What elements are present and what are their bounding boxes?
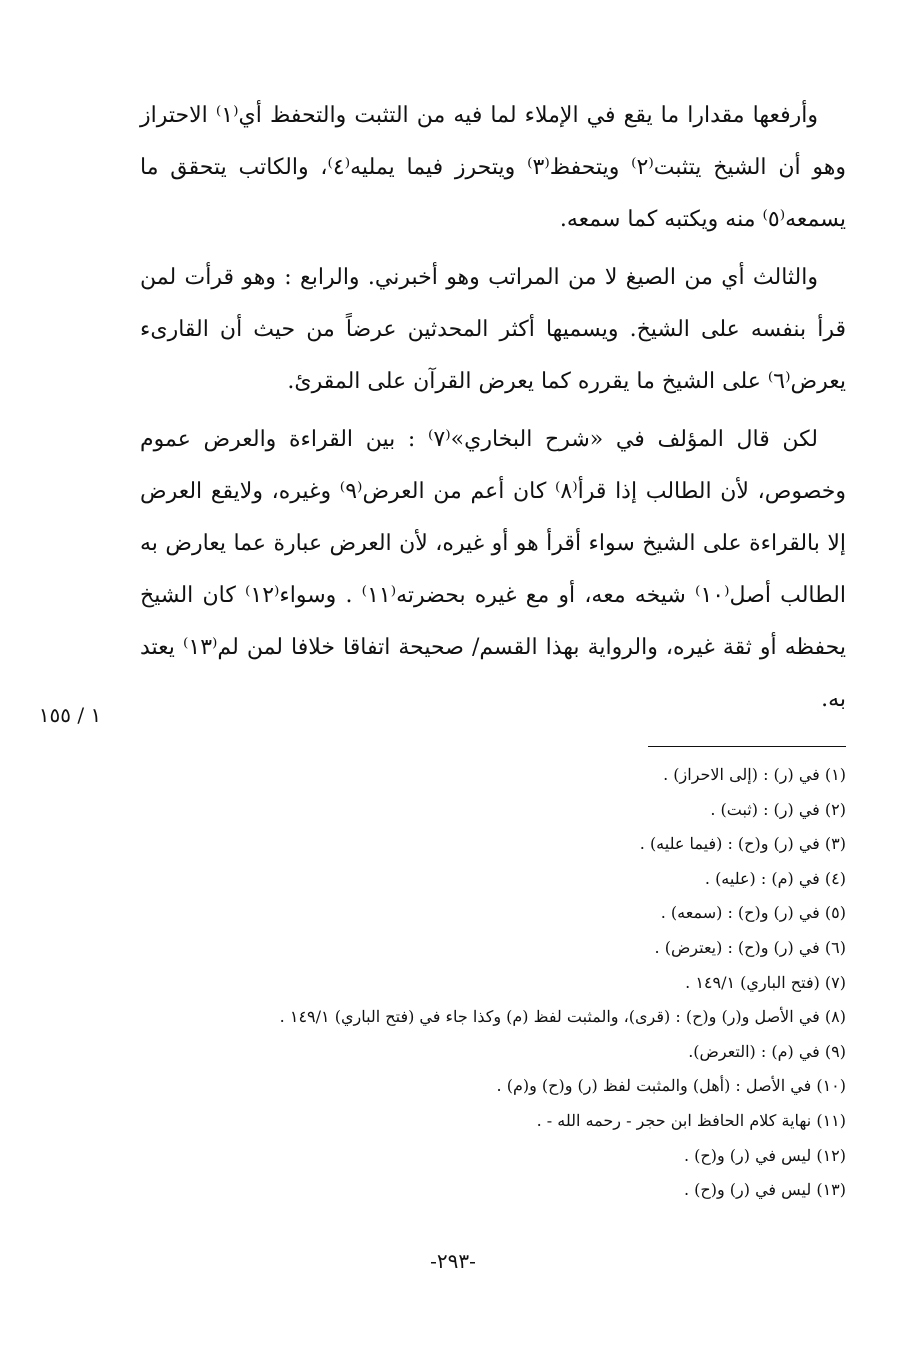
page-number: -٢٩٣-: [430, 1249, 476, 1273]
footnotes-list: [140, 758, 846, 1208]
footnote-10: (١٠) في الأصل : (أهل) والمثبت لفظ (ر) و(ح) و(م) .: [496, 1076, 846, 1096]
footnote-3: (٣) في (ر) و(ح) : (فيما عليه) .: [639, 834, 846, 854]
paragraph-1: وأرفعها مقدارا ما يقع في الإملاء لما فيه من التثبت والتحفظ أي⁽١⁾ الاحتراز وهو أن الشيخ يتثبت⁽٢⁾ ويتحفظ⁽٣⁾ ويتحرز فيما يمليه⁽٤⁾، والكاتب يتحقق ما يسمعه⁽٥⁾ منه ويكتبه كما سمعه.: [140, 103, 847, 232]
footnote-11: (١١) نهاية كلام الحافظ ابن حجر - رحمه الله - .: [536, 1110, 846, 1130]
footnote-4: (٤) في (م) : (عليه) .: [704, 868, 846, 888]
footnote-separator: [648, 746, 846, 747]
footnote-5: (٥) في (ر) و(ح) : (سمعه) .: [660, 903, 846, 923]
footnote-13: (١٣) ليس في (ر) و(ح) .: [683, 1180, 846, 1200]
footnote-2: (٢) في (ر) : (ثبت) .: [710, 799, 846, 819]
paragraph-2: والثالث أي من الصيغ لا من المراتب وهو أخبرني. والرابع : وهو قرأت لمن قرأ بنفسه على الشيخ. ويسميها أكثر المحدثين عرضاً من حيث أن القارىء يعرض⁽٦⁾ على الشيخ ما يقرره كما يعرض القرآن على المقرئ.: [140, 265, 846, 394]
footnote-12: (١٢) ليس في (ر) و(ح) .: [683, 1145, 846, 1165]
footnote-7: (٧) (فتح الباري) ١٤٩/١ .: [685, 972, 846, 992]
footnote-8: (٨) في الأصل و(ر) و(ح) : (قرى)، والمثبت لفظ (م) وكذا جاء في (فتح الباري) ١٤٩/١ .: [279, 1007, 846, 1027]
main-text: [140, 90, 846, 732]
manuscript-folio-marker: ١ / ١٥٥: [38, 703, 102, 727]
paragraph-3: لكن قال المؤلف في «شرح البخاري»⁽٧⁾ : بين القراءة والعرض عموم وخصوص، لأن الطالب إذا قرأ⁽٨⁾ كان أعم من العرض⁽٩⁾ وغيره، ولايقع العرض إلا بالقراءة على الشيخ سواء أقرأ هو أو غيره، لأن العرض عبارة عما يعارض به الطالب أصل⁽١٠⁾ شيخه معه، أو مع غيره بحضرته⁽١١⁾ . وسواء⁽١٢⁾ كان الشيخ يحفظه أو ثقة غيره، والرواية بهذا القسم/ صحيحة اتفاقا خلافا لمن لم⁽١٣⁾ يعتد به.: [140, 427, 847, 712]
footnote-6: (٦) في (ر) و(ح) : (يعترض) .: [654, 937, 846, 957]
footnote-9: (٩) في (م) : (التعرض).: [688, 1041, 846, 1061]
footnote-1: (١) في (ر) : (إلى الاحراز) .: [663, 765, 846, 784]
